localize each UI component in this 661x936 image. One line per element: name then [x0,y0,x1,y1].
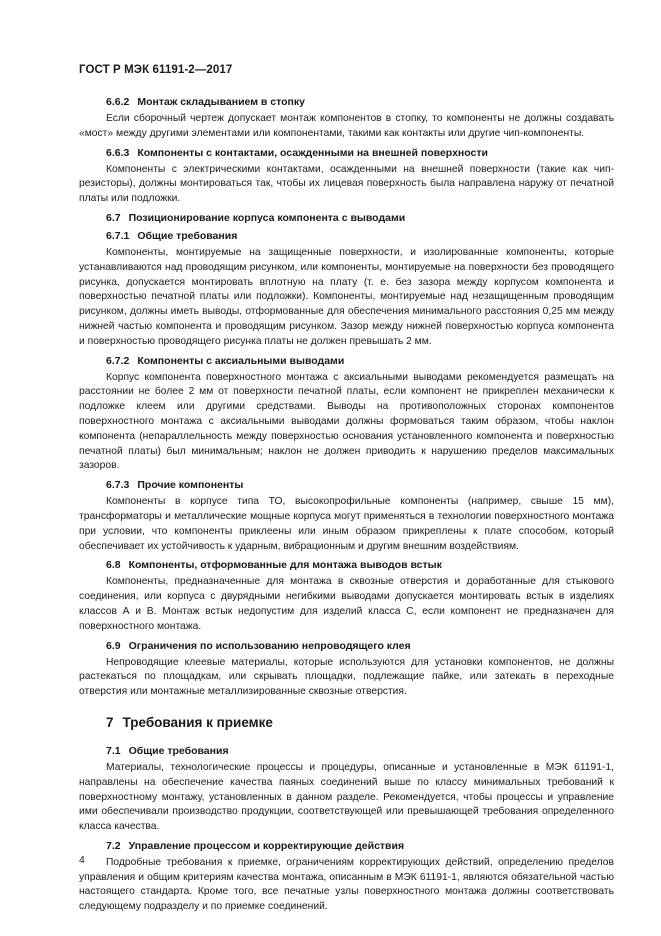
heading-number: 6.6.3 [106,146,130,159]
paragraph: Корпус компонента поверхностного монтажа с аксиальными выводами рекомендуется размещать на расстоянии не более 2 мм от поверхности печатной платы, если компонент не прикреплен механически к подложке клеем или другими средствами. Выводы на противоположных сторонах компонентов поверхностного монтажа с аксиальными выводами должны формоваться таким образом, чтобы наклон компонента (непараллельность между поверхностью основания установленного компонента и поверхностью печатной платы) был минимальным; наклон не должен приводить к нарушению пределов максимальных зазоров. [79,371,614,472]
heading-title: Управление процессом и корректирующие действия [128,839,405,852]
heading-number: 6.7.2 [106,354,130,367]
heading-title: Требования к приемке [122,714,273,730]
subsection-heading [79,558,614,572]
paragraph: Материалы, технологические процессы и процедуры, описанные и установленные в МЭК 61191-1, направлены на обеспечение качества паяных соединений выше по классу минимальных требований к поверхностному монтажу, установленных в данном разделе. Рекомендуется, чтобы процессы и управление ими обеспечивали производство продукции, соответствующей или превышающей требования определенного класса качества. [79,761,614,833]
paragraph: Компоненты в корпусе типа ТО, высокопрофильные компоненты (например, свыше 15 мм), трансформаторы и металлические мощные корпуса могут применяться в технологии поверхностного монтажа при условии, что компоненты приклеены или иным образом прикреплены к плате способом, который обеспечивает их устойчивость к ударным, вибрационным и другим внешним воздействиям. [79,496,614,552]
subsection-heading [79,839,614,853]
clause-heading [79,229,614,243]
heading-number: 6.6.2 [106,96,130,108]
paragraph: Подробные требования к приемке, ограничениям корректирующих действий, определению пределов управления и общим критериям качества монтажа, описанным в МЭК 61191-1, являются обязательной частью настоящего стандарта. Кроме того, все печатные узлы поверхностного монтажа должны соответствовать следующему подразделу и по приемке соединений. [79,856,614,913]
heading-number: 6.7 [106,211,121,224]
section-heading [79,714,614,732]
paragraph: Если сборочный чертеж допускает монтаж компонентов в стопку, то компоненты не должны создавать «мост» между другими элементами или компонентами, такими как контакты или другие чип-компоненты. [79,113,614,139]
document-body [79,91,614,917]
heading-title: Компоненты, отформованные для монтажа выводов встык [128,559,442,572]
heading-title: Компоненты с контактами, осажденными на внешней поверхности [137,146,488,159]
heading-title: Монтаж складыванием в стопку [137,96,305,108]
heading-number: 6.8 [106,559,121,572]
clause-heading [79,478,614,492]
page-number: 4 [79,854,85,866]
heading-title: Прочие компоненты [137,479,244,492]
document-header: ГОСТ Р МЭК 61191-2—2017 [79,64,233,76]
subsection-heading [79,744,614,758]
heading-number: 7 [106,714,114,730]
heading-number: 7.2 [106,839,121,852]
heading-number: 6.7.3 [106,479,130,492]
paragraph: Компоненты с электрическими контактами, осажденными на внешней поверхности (такие как чип-резисторы), должны монтироваться так, чтобы их лицевая поверхность была направлена наружу от печатной платы или подложки. [79,163,614,205]
paragraph: Компоненты, монтируемые на защищенные поверхности, и изолированные компоненты, которые устанавливаются над проводящим рисунком, или компоненты, монтируемые на поверхности без проводящего рисунка, допускается монтировать вплотную на плату (т. е. без зазора между корпусом компонента и поверхностью печатной платы или подложки). Компоненты, монтируемые над незащищенным проводящим рисунком, должны иметь выводы, отформованные для обеспечения минимального расстояния 0,25 мм между нижней частью компонента и проводящим рисунком. Зазор между нижней поверхностью корпуса компонента и поверхностью проводящего рисунка платы не должен превышать 2 мм. [79,246,614,347]
heading-title: Компоненты с аксиальными выводами [137,354,345,367]
paragraph: Компоненты, предназначенные для монтажа в сквозные отверстия и доработанные для стыкового соединения, или корпуса с двурядными негибкими выводами допускается монтировать встык в изделиях классов А и В. Монтаж встык недопустим для изделий класса С, если компонент не предназначен для поверхностного монтажа. [79,576,614,632]
heading-title: Общие требования [137,229,238,242]
heading-title: Позиционирование корпуса компонента с выводами [128,211,406,224]
clause-heading [79,354,614,368]
subsection-heading [79,211,614,225]
heading-title: Общие требования [128,744,229,757]
heading-number: 6.7.1 [106,229,130,242]
heading-number: 7.1 [106,744,121,757]
subsection-heading [79,639,614,653]
heading-number: 6.9 [106,639,121,652]
heading-title: Ограничения по использованию непроводящего клея [128,639,411,652]
clause-heading [79,146,614,160]
paragraph: Непроводящие клеевые материалы, которые используются для установки компонентов, не должны растекаться по площадкам, или скрывать площадки, подлежащие пайке, или затекать в переходные отверстия или монтажные металлизированные сквозные отверстия. [79,656,614,698]
clause-heading [79,95,614,109]
